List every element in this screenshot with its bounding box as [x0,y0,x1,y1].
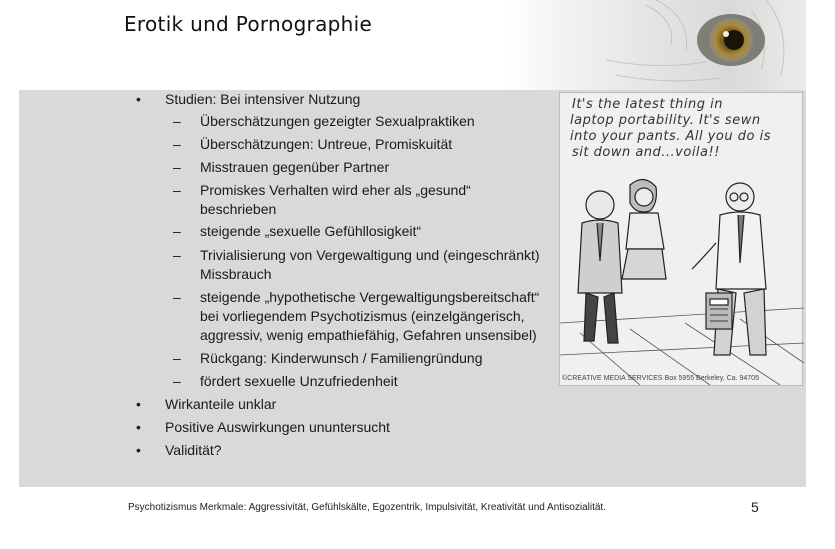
bullet-marker: • [136,419,141,435]
bullet-marker: • [136,91,141,107]
dash-marker: – [173,223,181,239]
bullet-text: Positive Auswirkungen ununtersucht [165,419,390,435]
bullet-text: Studien: Bei intensiver Nutzung [165,91,361,107]
sub-bullet-text: Rückgang: Kinderwunsch / Familiengründung [200,350,483,366]
sub-bullet-text: bei vorliegendem Psychotizismus (einzelgängerisch, [200,308,525,324]
cartoon-credit: ©CREATIVE MEDIA SERVICES Box 5955 Berkeley, Ca. 94705 [562,375,759,382]
cartoon-image [559,92,803,386]
sub-bullet-text: aggressiv, wenig empathiefähig, Gefahren unsensibel) [200,327,537,343]
sub-bullet-text: steigende „hypothetische Vergewaltigungsbereitschaft“ [200,289,540,305]
page-number: 5 [751,499,759,515]
bullet-list [19,90,559,487]
sub-bullet-text: fördert sexuelle Unzufriedenheit [200,373,398,389]
sub-bullet-text: Überschätzungen gezeigter Sexualpraktiken [200,113,475,129]
dash-marker: – [173,289,181,305]
cartoon-caption-line: sit down and...voila!! [572,145,720,160]
sub-bullet-text: Promiskes Verhalten wird eher als „gesund“ [200,182,471,198]
dash-marker: – [173,373,181,389]
dash-marker: – [173,136,181,152]
bullet-text: Validität? [165,442,222,458]
sub-bullet-text: steigende „sexuelle Gefühllosigkeit“ [200,223,422,239]
bullet-marker: • [136,396,141,412]
owl-eye-graphic [506,0,806,90]
dash-marker: – [173,182,181,198]
cartoon-caption-line: into your pants. All you do is [570,129,771,144]
dash-marker: – [173,350,181,366]
dash-marker: – [173,113,181,129]
sub-bullet-text: Überschätzungen: Untreue, Promiskuität [200,136,453,152]
sub-bullet-text: beschrieben [200,201,277,217]
cartoon-caption-line: It's the latest thing in [572,97,723,112]
owl-image [506,0,806,90]
dash-marker: – [173,159,181,175]
bullet-text: Wirkanteile unklar [165,396,277,412]
sub-bullet-text: Missbrauch [200,266,272,282]
slide-title: Erotik und Pornographie [124,12,373,36]
dash-marker: – [173,247,181,263]
sub-bullet-text: Misstrauen gegenüber Partner [200,159,390,175]
slide-footer: Psychotizismus Merkmale: Aggressivität, Gefühlskälte, Egozentrik, Impulsivität, Kreativität und Antisozialität. [128,502,606,513]
sub-bullet-text: Trivialisierung von Vergewaltigung und (eingeschränkt) [200,247,540,263]
bullet-marker: • [136,442,141,458]
cartoon-caption-line: laptop portability. It's sewn [570,113,761,128]
